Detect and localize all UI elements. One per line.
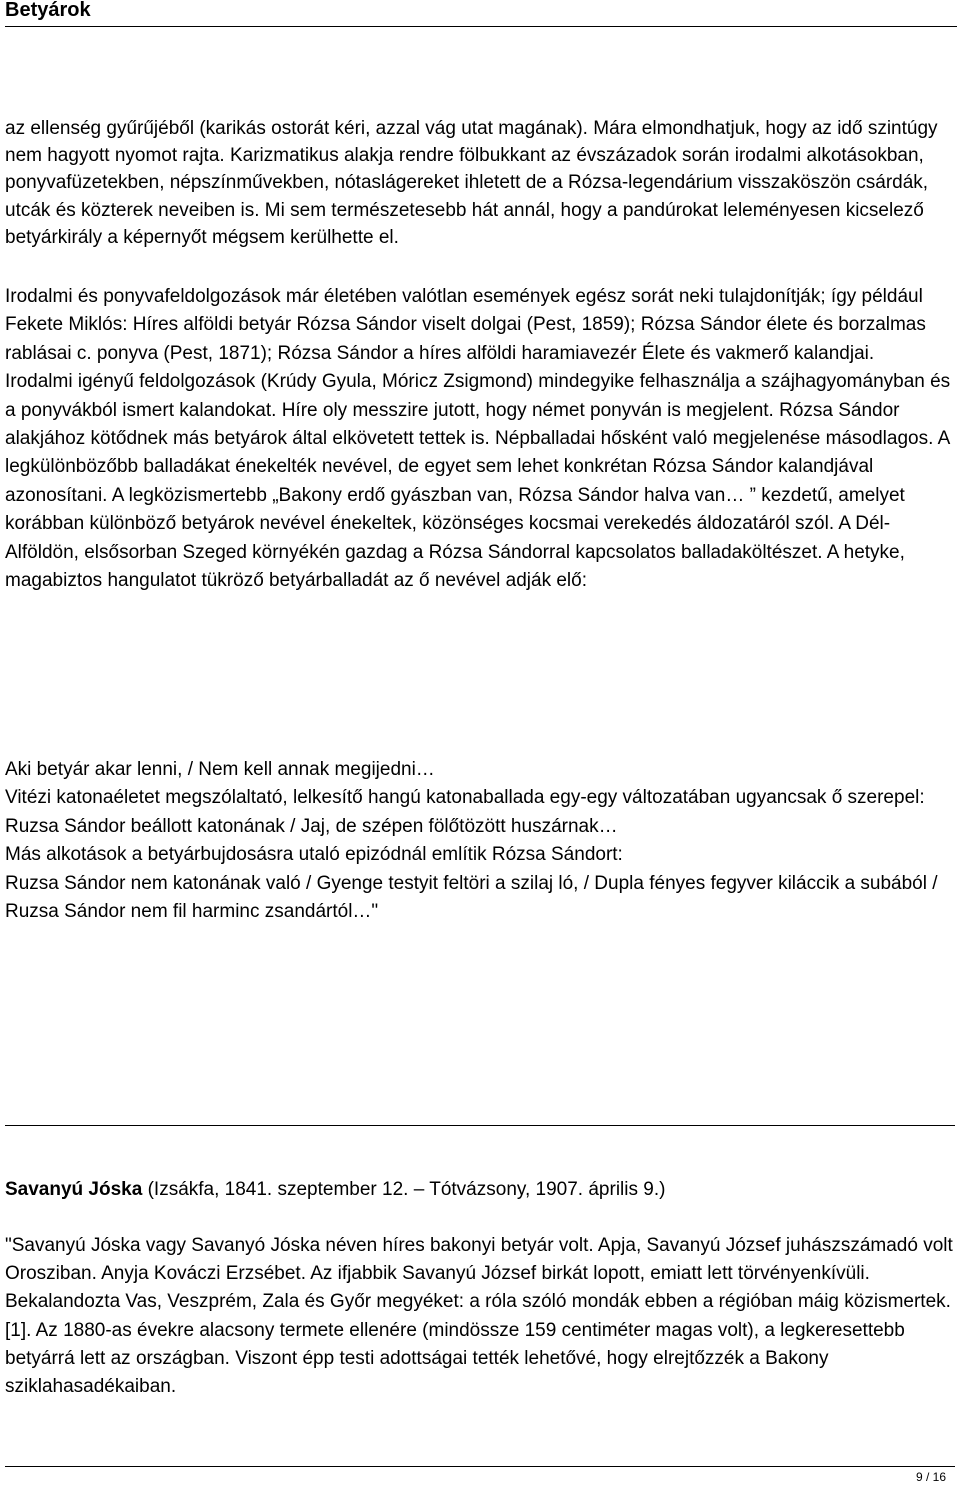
savanyu-bio-paragraph: "Savanyú Jóska vagy Savanyó Jóska néven híres bakonyi betyár volt. Apja, Savanyú József juhászszámadó volt Orosziban. Anyja Kováczi Erzsébet. Az ifjabbik Savanyú József birkát lopott, emiatt lett törvényenkívüli. Bekalandozta Vas, Veszprém, Zala és Győr megyéket: a róla szóló mondák ebben a régióban máig közismertek.[1]. Az 1880-as évekre alacsony termete ellenére (mindössze 159 centiméter magas volt), a legkeresettebb betyárrá lett az országban. Viszont épp testi adottságai tették lehetővé, hogy elrejtőzzék a Bakony sziklahasadékaiban. [5, 1235, 953, 1398]
ballad-line: Aki betyár akar lenni, / Nem kell annak megijedni… [5, 759, 435, 780]
savanyu-heading [5, 1176, 957, 1204]
ballad-line: Ruzsa Sándor beállott katonának / Jaj, de szépen fölőtözött huszárnak… [5, 815, 618, 837]
footer-divider [5, 1466, 955, 1467]
ballad-intro-line: Más alkotások a betyárbujdosásra utaló epizódnál említik Rózsa Sándort: [5, 844, 623, 866]
ambitious-adaptations-paragraph: Irodalmi igényű feldolgozások (Krúdy Gyula, Móricz Zsigmond) mindegyike felhasználja a szájhagyományban és a ponyvákból ismert kalandokat. Híre oly messzire jutott, hogy német ponyván is megjelent. Rózsa Sándor alakjához kötődnek más betyárok által elkövetett tettek is. Népballadai hősként való megjelenése másodlagos. A legkülönbözőbb balladákat énekelték nevével, de egyet sem lehet konkrétan Rózsa Sándor kalandjával azonosítani. A legközismertebb „Bakony erdő gyászban van, Rózsa Sándor halva van… ” kezdetű, amelyet korábban különböző betyárok nevével énekeltek, közönséges kocsmai verekedés áldozatáról szól. A Dél-Alföldön, elsősorban Szeged környékén gazdag a Rózsa Sándorral kapcsolatos balladaköltészet. A hetyke, magabiztos hangulatot tükröző betyárballadát az ő nevével adják elő: [5, 371, 951, 592]
header-divider [5, 26, 957, 27]
section-divider [5, 1125, 955, 1126]
savanyu-dates: (Izsákfa, 1841. szeptember 12. – Tótvázsony, 1907. április 9.) [142, 1179, 666, 1200]
page-number: 9 / 16 [915, 1470, 946, 1484]
page-header-title: Betyárok [5, 0, 91, 21]
ballad-section [5, 756, 957, 926]
literary-adaptations-paragraph: Irodalmi és ponyvafeldolgozások már életében valótlan események egész sorát neki tulajdonítják; így például Fekete Miklós: Híres alföldi betyár Rózsa Sándor viselt dolgai (Pest, 1859); Rózsa Sándor élete és borzalmas rablásai c. ponyva (Pest, 1871); Rózsa Sándor a híres alföldi haramiavezér Élete és vakmerő kalandjai. [5, 286, 926, 364]
intro-paragraph: az ellenség gyűrűjéből (karikás ostorát kéri, azzal vág utat magának). Mára elmondhatjuk, hogy az idő szintúgy nem hagyott nyomot rajta. Karizmatikus alakja rendre fölbukkant az évszázadok során irodalmi alkotásokban, ponyvafüzetekben, népszínművekben, nótaslágereket ihletett de a Rózsa-legendárium visszaköszön csárdák, utcák és közterek neveiben is. Mi sem természetesebb hát annál, hogy a pandúrokat leleményesen kicselező betyárkirály a képernyőt mégsem kerülhette el. [5, 118, 938, 248]
ballad-line: Ruzsa Sándor nem katonának való / Gyenge testyit feltöri a szilaj ló, / Dupla fényes fegyver kiláccik a subából / Ruzsa Sándor nem fil harminc zsandártól…" [5, 872, 938, 923]
literary-paragraphs [5, 283, 957, 595]
savanyu-name: Savanyú Jóska [5, 1179, 143, 1200]
ballad-intro-line: Vitézi katonaéletet megszólaltató, lelkesítő hangú katonaballada egy-egy változatában ugyancsak ő szerepel: [5, 787, 925, 809]
